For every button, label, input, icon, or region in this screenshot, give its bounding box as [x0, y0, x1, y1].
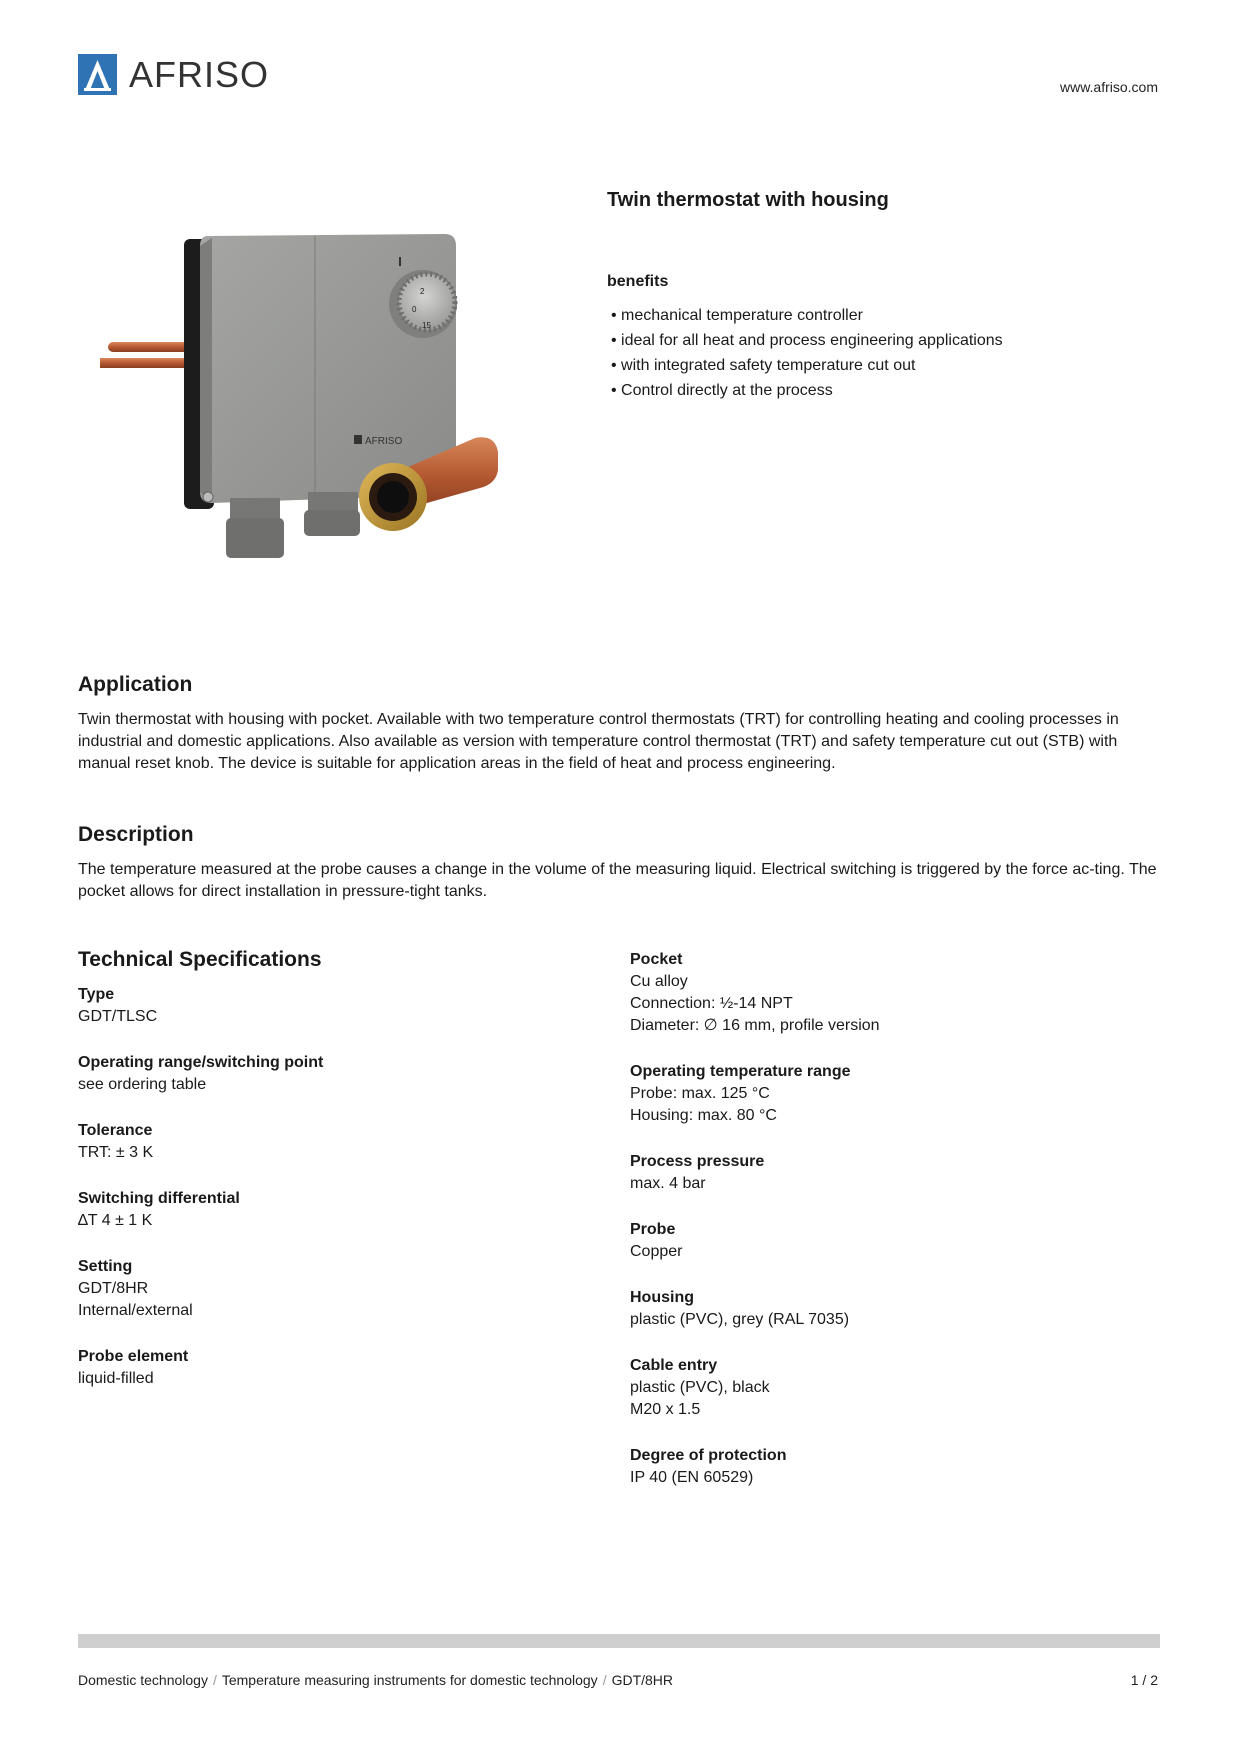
- spec-label: Operating range/switching point: [78, 1054, 324, 1071]
- spec-value: Cu alloy: [630, 973, 688, 990]
- spec-label: Probe: [630, 1221, 676, 1238]
- svg-text:0: 0: [412, 305, 417, 314]
- footer-divider: [78, 1634, 1160, 1648]
- spec-label: Tolerance: [78, 1122, 153, 1139]
- spec-value: Internal/external: [78, 1302, 193, 1319]
- svg-text:AFRISO: AFRISO: [365, 436, 403, 447]
- spec-probe-element: [78, 1346, 578, 1390]
- spec-label: Setting: [78, 1258, 133, 1275]
- spec-label: Probe element: [78, 1348, 189, 1365]
- breadcrumb-separator: /: [602, 1672, 607, 1688]
- spec-label: Operating temperature range: [630, 1063, 851, 1080]
- afriso-logo-icon: [78, 54, 117, 95]
- spec-label: Housing: [630, 1289, 694, 1306]
- spec-tolerance: [78, 1120, 578, 1164]
- spec-label: Pocket: [630, 951, 683, 968]
- specs-right-column: [630, 949, 1130, 1513]
- spec-operating-range: [78, 1052, 578, 1096]
- spec-value: plastic (PVC), black: [630, 1379, 770, 1396]
- spec-value: max. 4 bar: [630, 1175, 706, 1192]
- spec-label: Type: [78, 986, 115, 1003]
- application-text: Twin thermostat with housing with pocket. Available with two temperature control thermostats (TRT) for controlling heating and cooling processes in industrial and domestic applications. Also available as version with temperature control thermostat (TRT) and safety temperature cut out (STB) with manual reset knob. The device is suitable for application areas in the field of heat and process engineering.: [78, 711, 1119, 772]
- benefit-item: • ideal for all heat and process engineering applications: [611, 328, 1003, 353]
- spec-value: GDT/8HR: [78, 1280, 149, 1297]
- spec-value: ∆T 4 ± 1 K: [78, 1212, 153, 1229]
- page-number: 1 / 2: [1130, 1672, 1158, 1688]
- spec-degree-of-protection: [630, 1445, 1130, 1489]
- spec-label: Switching differential: [78, 1190, 240, 1207]
- description-heading: Description: [78, 823, 194, 846]
- spec-value: Diameter: ∅ 16 mm, profile version: [630, 1017, 880, 1034]
- breadcrumb-separator: /: [212, 1672, 217, 1688]
- application-heading: Application: [78, 673, 193, 696]
- spec-value: TRT: ± 3 K: [78, 1144, 154, 1161]
- spec-setting: [78, 1256, 578, 1322]
- spec-process-pressure: [630, 1151, 1130, 1195]
- brand-name: AFRISO: [129, 53, 270, 95]
- breadcrumb-item-product: GDT/8HR: [611, 1672, 674, 1688]
- spec-type: [78, 984, 578, 1028]
- product-title: Twin thermostat with housing: [607, 189, 889, 211]
- spec-operating-temperature-range: [630, 1061, 1130, 1127]
- spec-housing: [630, 1287, 1130, 1331]
- website-url[interactable]: www.afriso.com: [1059, 79, 1158, 95]
- spec-value: Copper: [630, 1243, 683, 1260]
- spec-switching-differential: [78, 1188, 578, 1232]
- brand-logo: [78, 54, 269, 95]
- breadcrumb-item-domestic-technology[interactable]: Domestic technology: [78, 1672, 208, 1688]
- description-text: The temperature measured at the probe causes a change in the volume of the measuring liquid. Electrical switching is triggered by the force ac-ting. The pocket allows for direct installation in pressure-tight tanks.: [78, 861, 1157, 900]
- spec-value: see ordering table: [78, 1076, 207, 1093]
- benefit-item: • mechanical temperature controller: [611, 303, 1003, 328]
- svg-text:15: 15: [422, 321, 431, 330]
- spec-probe: [630, 1219, 1130, 1263]
- spec-value: GDT/TLSC: [78, 1008, 158, 1025]
- product-image: [100, 222, 570, 582]
- spec-value: M20 x 1.5: [630, 1401, 701, 1418]
- svg-text:2: 2: [420, 287, 425, 296]
- breadcrumb: [78, 1672, 673, 1688]
- spec-pocket: [630, 949, 1130, 1037]
- spec-value: plastic (PVC), grey (RAL 7035): [630, 1311, 850, 1328]
- benefit-item: • Control directly at the process: [611, 378, 1003, 403]
- spec-value: Connection: ½-14 NPT: [630, 995, 793, 1012]
- spec-label: Process pressure: [630, 1153, 765, 1170]
- benefit-item: • with integrated safety temperature cut out: [611, 353, 1003, 378]
- spec-value: Probe: max. 125 °C: [630, 1085, 770, 1102]
- spec-value: Housing: max. 80 °C: [630, 1107, 777, 1124]
- benefits-list: [611, 303, 1003, 403]
- breadcrumb-item-temperature-instruments[interactable]: Temperature measuring instruments for domestic technology: [221, 1672, 598, 1688]
- spec-label: Degree of protection: [630, 1447, 787, 1464]
- spec-cable-entry: [630, 1355, 1130, 1421]
- technical-specifications-heading: Technical Specifications: [78, 948, 322, 971]
- specs-left-column: [78, 984, 578, 1414]
- spec-value: IP 40 (EN 60529): [630, 1469, 754, 1486]
- spec-label: Cable entry: [630, 1357, 718, 1374]
- benefits-heading: benefits: [607, 273, 669, 290]
- spec-value: liquid-filled: [78, 1370, 154, 1387]
